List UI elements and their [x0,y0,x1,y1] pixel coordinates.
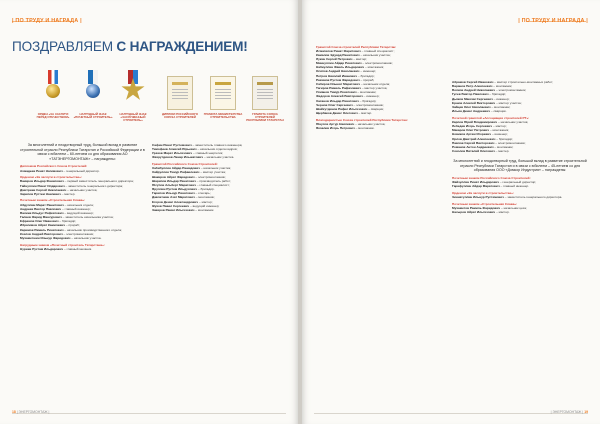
intro-text: За многолетний и плодотворный труд, большой вклад в развитие строительной отрасли Республики Татарстан и Российской Федерации и в связи с юбилеем – 60-летием со дня образования АО «ТАТЭНЕРГОМОНТАЖ» – награждены: [20,143,145,161]
list-item: Новиков Артем Игоревич – инженер; [452,132,508,137]
list-item: Сабиров Ильшат Маратович – начальник отдела; [316,81,391,86]
list-item: Козлов Андрей Викторович – электромонтажник; [20,231,94,236]
footer-label-right: | ЭНЕРГОМОНТАЖ | [550,410,584,414]
certificate-icon [210,70,236,112]
list-item: Дьяков Максим Сергеевич – инженер; [452,96,510,101]
list-item: Баранов Петр Алексеевич – монтажник; [452,84,513,89]
award-heading: Орденом «За заслуги в строительстве»: [20,175,82,180]
list-item: Ильин Денис Андреевич – сварщик. [452,109,507,114]
award-caption: НАГРУДНЫЙ ЗНАК «ПОЧЕТНЫЙ СТРОИТЕЛЬ» [73,112,113,120]
intro-text-2: За многолетний и плодотворный труд, большой вклад в развитие строительной отрасли Республики Татарстан и в связи с юбилеем – 45-летием со дня образования ООО «Домкор Индустрия» – награждены: [453,159,587,173]
list-item: Хабибуллин Айдар Рашидович – начальник участка; [152,166,232,171]
awards-strip [36,70,294,130]
list-item: Андреев Виктор Павлович – главный инженер; [20,206,91,211]
list-item: Шайхутдинов Рафис Ильгизович – сварщик; [316,106,384,111]
list-item: Яковлев Игорь Петрович – монтажник. [316,125,375,130]
list-item: Щербаков Денис Олегович – мастер. [316,111,373,115]
list-item: Яруллин Рустем Ильдусович – бригадир. [152,187,215,192]
list-item: Уразов Марат Ильгизович – главный энергетик; [152,151,224,156]
list-item: Зайцев Олег Николаевич – монтажник; [452,104,511,109]
award-item [163,70,197,128]
award-caption: НАГРУДНЫЙ ЗНАК «ЗАСЛУЖЕННЫЙ СТРОИТЕЛЬ» [119,112,147,123]
list-item: Сафин Ринат Рустемович – заместитель главного инженера; [152,143,243,147]
award-heading: Грамотой Российского Союза Строителей: [152,162,218,167]
award-heading: Почетным знаком Российского Союза Строителей: [452,175,531,180]
list-item: Абдуллин Марат Рашитович – начальник отдела; [20,202,94,207]
list-item: Валиев Ильдус Рифкатович – ведущий инженер; [20,210,94,215]
list-item: Мухаметшин Ильнур Фаридович – начальник участка. [20,235,102,240]
list-item: Набиуллин Фаиль Ильдарович – монтажник; [316,65,384,70]
list-item: Насыров Айрат Ильгизович – мастер. [452,210,510,215]
list-item: Жуков Павел Сергеевич – ведущий инженер; [152,203,220,208]
list-item: Лукин Сергей Петрович – мастер; [316,56,368,61]
list-item: Егоров Денис Александрович – мастер; [152,199,213,204]
award-heading: Грамотой Союза строителей Республики Татарстан: [316,44,397,49]
section-tag-left: | ПО ТРУДУ И НАГРАДА | [12,18,82,24]
list-item: Гарипов Ильнур Ринатович – слесарь; [152,191,211,196]
list-item: Шарипов Ильдар Ренатович – производитель работ; [152,178,231,183]
list-item: Камалов Эдуард Рашитович – начальник участка; [316,52,391,57]
award-heading: Дипломом Российского Союза Строителей: [20,164,88,169]
list-item: Миннуллин Айдар Ринатович – электромонтажник; [316,61,393,66]
list-item: Макаров Олег Петрович – монтажник; [452,128,509,133]
list-item: Исмагилов Ринат Фаритович – главный специалист; [316,48,395,53]
award-item [36,70,70,128]
list-item: Осипов Андрей Николаевич – инженер; [316,69,377,74]
list-item: Карпов Юрий Владимирович – начальник участка; [452,119,529,124]
page-title [12,39,248,54]
award-caption: ГРАМОТА МИНИСТЕРСТВА СТРОИТЕЛЬСТВА [203,112,243,120]
list-item: Волков Андрей Николаевич – электромонтажник; [452,88,527,93]
award-caption: ОРДЕН «ЗА ЗАСЛУГИ ПЕРЕД ОТЕЧЕСТВОМ» [36,112,70,120]
award-item [203,70,243,128]
award-item [116,70,150,128]
list-item: Шакиров Айрат Фаридович – электромонтажник; [152,174,226,179]
list-item: Нуриев Рустам Ильдарович – главный механик. [20,246,93,251]
list-item: Рахимов Рустем Фаридович – прораб; [316,77,375,82]
award-item [73,70,113,128]
list-item: Ершов Алексей Викторович – мастер участка; [452,100,522,105]
list-item: Орлов Дмитрий Алексеевич – бригадир; [452,136,513,141]
footer-rule-left [12,413,286,414]
list-item: Давлетшин Азат Маратович – монтажник; [152,195,215,200]
list-item: Бакиров Ильдар Фанисович – первый заместитель генерального директора; [20,179,134,184]
list-item: Галиев Фарид Мансурович – заместитель начальника участка; [20,215,114,220]
award-heading: Почетным знаком «Строительная Слава»: [452,201,518,206]
list-item: Гусев Виктор Павлович – бригадир; [452,92,507,97]
award-heading: Почетной грамотой «Ассоциации строителей РТ»: [452,115,530,120]
award-heading: Орденом «За заслуги в строительстве»: [452,190,514,195]
page-number-right: 19 [584,410,588,414]
list-item: Усманов Тимур Ренатович – монтажник; [316,90,377,95]
list-item: Романов Антон Андреевич – монтажник; [452,144,514,149]
text-column-4 [452,80,588,214]
footer-right [551,410,588,414]
list-item: Юсупов Альберт Маратович – главный специалист; [152,182,230,187]
certificate-icon [252,70,278,112]
list-item: Хасанов Ильдар Ринатович – бригадир; [316,98,377,103]
footer-rule-right [314,413,588,414]
page-title-emphasis: С НАГРАЖДЕНИЕМ! [116,39,248,54]
list-item: Ефремов Олег Иванович – бригадир; [20,219,77,224]
award-heading: Нагрудным знаком «Почетный строитель Татарстана»: [20,242,105,247]
certificate-icon [167,70,193,112]
star-icon [120,70,146,112]
list-item: Гарифуллин Айдар Маратович – главный инженер. [452,184,530,189]
footer-label-left: | ЭНЕРГОМОНТАЖ | [16,410,50,414]
list-item: Чернов Олег Сергеевич – электромонтажник; [316,102,384,107]
footer-left [12,410,49,414]
list-item: Файзуллин Ринат Ильдарович – генеральный директор; [452,180,537,185]
list-item: Павлов Сергей Викторович – электромонтажник; [452,140,526,145]
list-item: Ахмадеев Ренат Нагимович – генеральный директор. [20,168,100,173]
award-item [248,70,282,128]
list-item: Ибрагимов Айрат Камилевич – прораб; [20,223,80,228]
text-column-1 [20,143,145,251]
medal-icon [40,70,66,112]
list-item: Хайруллин Тимур Рафаилевич – мастер участка; [152,170,226,175]
page-title-prefix: ПОЗДРАВЛЯЕМ [12,39,113,54]
section-tag-right: | ПО ТРУДУ И НАГРАДА | [518,18,588,24]
list-item: Лебедев Игорь Сергеевич – мастер; [452,124,507,129]
list-item: Зиннатуллин Ильнур Рустемович – заместитель генерального директора. [452,195,563,200]
list-item: Тимофеев Алексей Юрьевич – начальник отдела кадров; [152,147,238,152]
list-item: Петров Николай Иванович – бригадир; [316,73,375,78]
award-heading: Почетным знаком «Строительная Слава»: [20,198,86,203]
text-column-2 [152,143,284,212]
list-item: Зарипов Рустем Наилевич – мастер. [20,191,76,196]
award-heading: Благодарностью Союза строителей Республики Татарстан: [316,117,408,122]
list-item: Фахрутдинов Ленар Ильшатович – начальник участка. [152,155,235,160]
list-item: Соколов Виталий Олегович – мастер. [452,149,510,153]
award-caption: ДИПЛОМ РОССИЙСКОГО СОЮЗА СТРОИТЕЛЕЙ [161,112,199,120]
list-item: Абрамов Сергей Иванович – мастер строительно-монтажных работ; [452,80,554,84]
list-item: Мухаметов Рамиль Фаридович – начальник цеха; [452,205,527,210]
page-number-left: 18 [12,410,16,414]
list-item: Каримов Рамиль Ринатович – начальник производственного отдела; [20,227,122,232]
medal-icon [80,70,106,112]
list-item: Юнусов Артур Наилевич – начальник участка; [316,121,386,126]
list-item: Тагиров Рамиль Рафаэлевич – мастер участка; [316,86,388,91]
award-caption: ГРАМОТА СОЮЗА СТРОИТЕЛЕЙ РЕСПУБЛИКИ ТАТАРСТАН [246,112,284,123]
list-item: Гайнуллин Ринат Илдарович – заместитель генерального директора; [20,183,123,188]
list-item: Закиров Рамис Ильгизович – монтажник. [152,207,215,212]
list-item: Федоров Алексей Викторович – инженер; [316,94,380,99]
list-item: Дмитриев Сергей Николаевич – начальник участка; [20,187,98,192]
text-column-3 [316,42,442,130]
